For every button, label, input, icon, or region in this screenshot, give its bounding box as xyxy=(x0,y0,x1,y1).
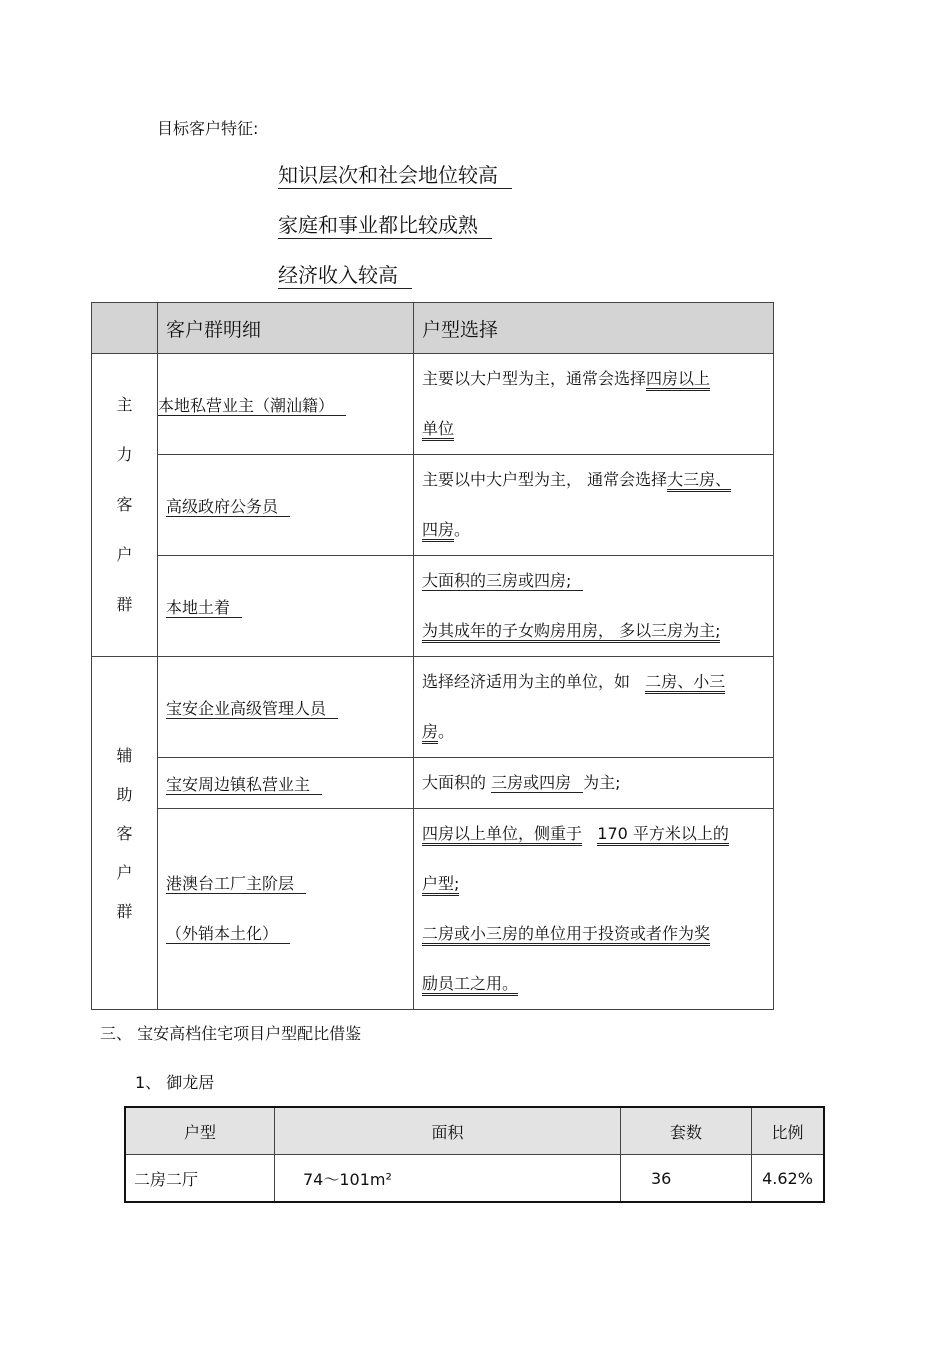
unit-choice: 四房以上单位，侧重于 170 平方米以上的 户型; 二房或小三房的单位用于投资或者作为奖 励员工之用。 xyxy=(414,809,774,1010)
header-customer-detail: 客户群明细 xyxy=(158,303,414,354)
unit-choice: 主要以中大户型为主， 通常会选择大三房、 四房。 xyxy=(414,455,774,556)
header-area: 面积 xyxy=(275,1107,621,1155)
table-row xyxy=(92,758,774,809)
customer-group-table xyxy=(91,302,774,1010)
section-3-title: 三、 宝安高档住宅项目户型配比借鉴 xyxy=(100,1024,362,1043)
cell-area: 74～101m² xyxy=(275,1155,621,1203)
trait-3: 经济收入较高 xyxy=(278,262,412,289)
header-blank xyxy=(92,303,158,354)
cell-count: 36 xyxy=(621,1155,752,1203)
table-row xyxy=(92,657,774,758)
header-type: 户型 xyxy=(125,1107,275,1155)
customer-name-2: （外销本土化） xyxy=(166,924,290,944)
unit-choice: 大面积的 三房或四房 为主; xyxy=(414,758,774,809)
customer-name: 宝安企业高级管理人员 xyxy=(166,699,338,719)
customer-name: 高级政府公务员 xyxy=(166,497,290,517)
unit-choice: 大面积的三房或四房; 为其成年的子女购房用房， 多以三房为主; xyxy=(414,556,774,657)
cell-type: 二房二厅 xyxy=(125,1155,275,1203)
unit-choice: 选择经济适用为主的单位，如 二房、小三 房。 xyxy=(414,657,774,758)
unit-choice: 主要以大户型为主，通常会选择四房以上 单位 xyxy=(414,354,774,455)
customer-name: 港澳台工厂主阶层 xyxy=(166,874,306,894)
header-unit-choice: 户型选择 xyxy=(414,303,774,354)
main-group-label: 主力客户群 xyxy=(92,354,158,657)
customer-name: 宝安周边镇私营业主 xyxy=(166,775,322,795)
table-row xyxy=(92,809,774,1010)
table-row xyxy=(92,556,774,657)
target-customer-label: 目标客户特征: xyxy=(157,119,259,138)
subsection-1-title: 1、 御龙居 xyxy=(135,1073,215,1092)
customer-name: 本地私营业主（潮汕籍） xyxy=(158,396,346,416)
table-row xyxy=(92,455,774,556)
header-count: 套数 xyxy=(621,1107,752,1155)
cell-ratio: 4.62% xyxy=(752,1155,825,1203)
aux-group-label: 辅助客户群 xyxy=(92,657,158,1010)
table-header-row xyxy=(92,303,774,354)
table-header-row xyxy=(125,1107,824,1155)
table-row xyxy=(125,1155,824,1203)
table-row xyxy=(92,354,774,455)
trait-1: 知识层次和社会地位较高 xyxy=(278,162,512,189)
trait-2: 家庭和事业都比较成熟 xyxy=(278,212,492,239)
header-ratio: 比例 xyxy=(752,1107,825,1155)
customer-name: 本地土着 xyxy=(166,598,242,618)
unit-ratio-table xyxy=(124,1106,825,1203)
